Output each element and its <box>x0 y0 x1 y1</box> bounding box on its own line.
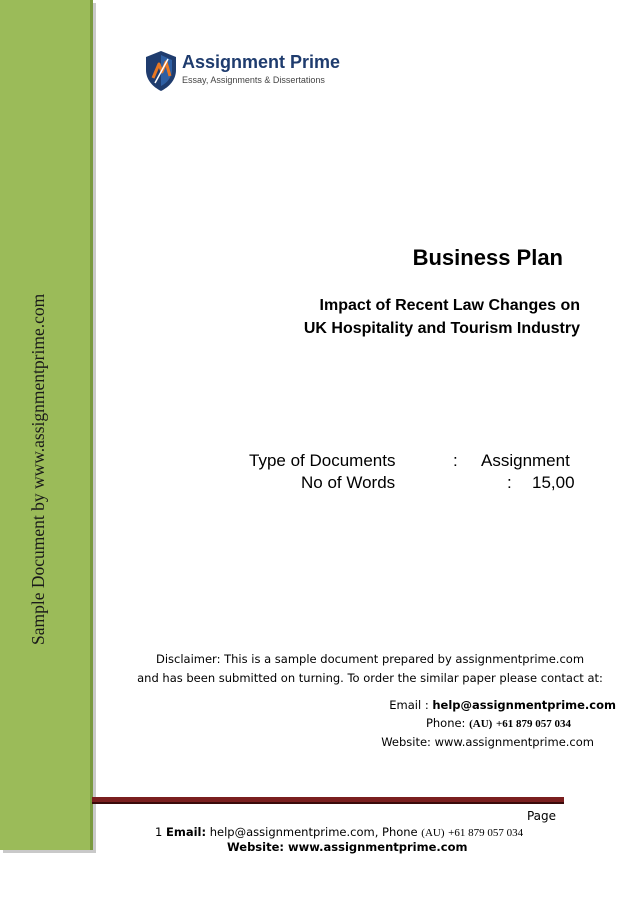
contact-phone-label: Phone: <box>425 716 470 730</box>
contact-website[interactable]: Website: www.assignmentprime.com <box>381 735 594 749</box>
logo-tagline: Essay, Assignments & Dissertations <box>182 75 325 85</box>
footer-page-number: 1 <box>155 825 163 839</box>
footer-page-label: Page <box>526 809 556 823</box>
words-value: 15,00 <box>532 473 575 492</box>
contact-phone-country: (AU) <box>469 718 493 730</box>
contact-phone-line <box>330 714 616 733</box>
footer-email-label: Email: <box>165 825 207 839</box>
shield-logo-icon <box>144 50 178 92</box>
document-subtitle <box>180 294 580 340</box>
logo-name: Assignment Prime <box>182 52 341 72</box>
type-label: Type of Documents <box>249 451 396 470</box>
footer-phone-country: (AU) <box>421 827 445 839</box>
footer-contact-line <box>155 825 523 839</box>
company-logo <box>144 50 344 94</box>
sidebar-band <box>0 0 93 850</box>
type-colon: : <box>453 451 458 470</box>
footer-website[interactable]: Website: www.assignmentprime.com <box>227 840 468 854</box>
words-colon: : <box>507 473 512 492</box>
footer-phone-number: +61 879 057 034 <box>448 827 524 839</box>
disclaimer <box>120 650 620 688</box>
words-label: No of Words <box>301 473 396 492</box>
contact-email-link[interactable]: help@assignmentprime.com <box>432 698 616 712</box>
disclaimer-line-1: Disclaimer: This is a sample document prepared by assignmentprime.com <box>155 652 585 666</box>
disclaimer-line-2: and has been submitted on turning. To order the similar paper please contact at: <box>137 671 603 685</box>
footer-divider <box>92 797 564 804</box>
contact-phone-number: +61 879 057 034 <box>495 718 571 730</box>
contact-block <box>330 696 616 751</box>
sidebar-watermark-text: Sample Document by www.assignmentprime.com <box>28 293 48 645</box>
document-title: Business Plan <box>412 245 563 270</box>
subtitle-line-1: Impact of Recent Law Changes on <box>319 297 580 314</box>
contact-email-label: Email : <box>389 698 433 712</box>
subtitle-line-2: UK Hospitality and Tourism Industry <box>303 320 580 337</box>
footer-email-text: help@assignmentprime.com, Phone <box>206 825 422 839</box>
contact-email-line <box>330 696 616 714</box>
type-value: Assignment <box>481 451 570 470</box>
